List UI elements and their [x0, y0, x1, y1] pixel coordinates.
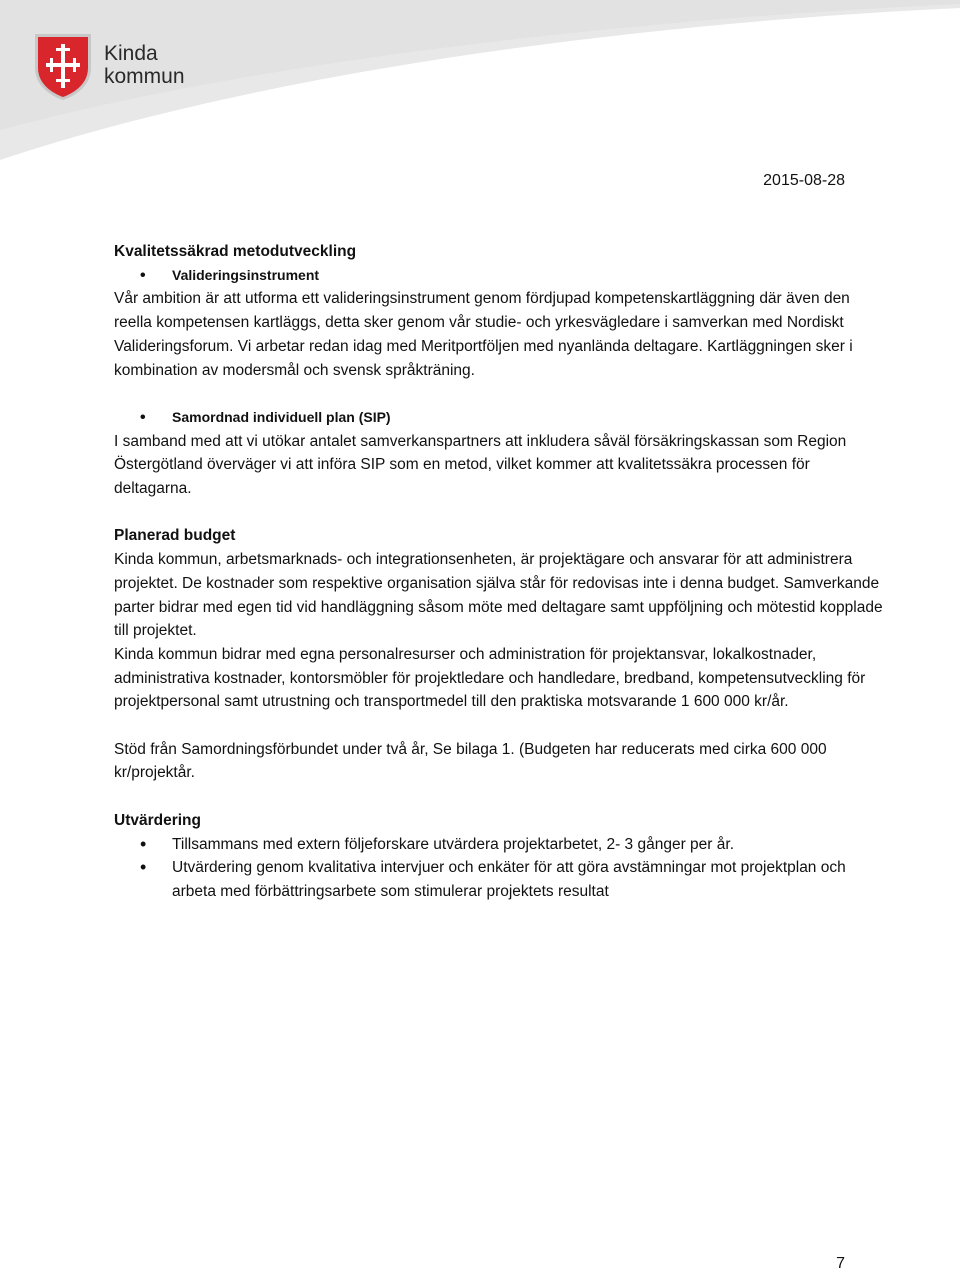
bullet-validation: • Valideringsinstrument: [114, 264, 884, 288]
document-date: 2015-08-28: [763, 172, 845, 189]
paragraph-sip: I samband med att vi utökar antalet samverkanspartners att inkludera såväl försäkringskassan som Region Östergötland överväger vi att införa SIP som en metod, vilket kommer att kvalitetssäkra processen för deltagarna.: [114, 432, 847, 498]
paragraph-budget-2: Kinda kommun bidrar med egna personalresurser och administration för projektansvar, lokalkostnader, administrativa kostnader, kontorsmöbler för projektledare och handledare, bredband, kompetensutveckling för projektpersonal samt utrustning och transportmedel till den praktiska motsvarande 1 600 000 kr/år.: [114, 645, 866, 711]
section-heading-quality: Kvalitetssäkrad metodutveckling: [114, 243, 357, 260]
paragraph-budget-1: Kinda kommun, arbetsmarknads- och integrationsenheten, är projektägare och ansvarar för att administrera projektet. De kostnader som respektive organisation själva står för redovisas inte i denna budget. Samverkande parter bidrar med egen tid vid handläggning såsom möte med deltagare samt uppföljning och mötestid kopplade till projektet.: [114, 551, 883, 640]
list-item: • Tillsammans med extern följeforskare utvärdera projektarbetet, 2- 3 gånger per år.: [114, 833, 884, 857]
paragraph-validation: Vår ambition är att utforma ett valideringsinstrument genom fördjupad kompetenskartläggning där även den reella kompetensen kartläggs, detta sker genom vår studie- och yrkesvägledare i samverkan med Nordiskt Valideringsforum. Vi arbetar redan idag med Meritportföljen med nyanlända deltagare. Kartläggningen sker i kombination av modersmål och svensk språkträning.: [114, 290, 853, 379]
logo-line2: kommun: [104, 65, 185, 88]
section-heading-budget: Planerad budget: [114, 527, 236, 545]
bullet-sip: • Samordnad individuell plan (SIP): [114, 406, 884, 430]
page-number: 7: [836, 1255, 845, 1272]
logo-wordmark: [104, 42, 185, 88]
logo-line1: Kinda: [104, 42, 158, 65]
kinda-kommun-logo: [30, 30, 96, 102]
document-body: [114, 240, 884, 904]
list-item: • Utvärdering genom kvalitativa intervjuer och enkäter för att göra avstämningar mot projektplan och arbeta med förbättringsarbete som stimulerar projektets resultat: [114, 856, 884, 903]
section-heading-evaluation: Utvärdering: [114, 811, 201, 829]
evaluation-list: [114, 833, 884, 904]
paragraph-budget-3: Stöd från Samordningsförbundet under två år, Se bilaga 1. (Budgeten har reducerats med cirka 600 000 kr/projektår.: [114, 740, 827, 782]
